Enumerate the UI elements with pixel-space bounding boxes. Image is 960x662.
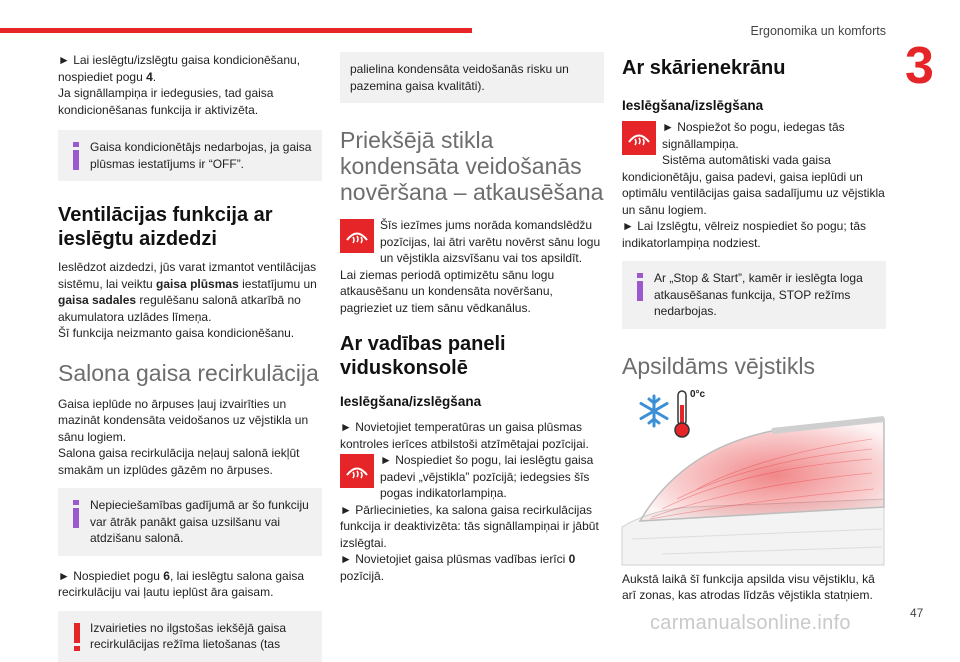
temperature-label: 0°c [690,388,706,400]
paragraph-recirc-2: Salona gaisa recirkulācija neļauj salonā iekļūt smakām un izplūdes gāzēm no ārpuses. [58,446,300,477]
vent-text-bold-b: gaisa sadales [58,293,137,307]
warning-note-continued [340,52,604,103]
thermometer-icon [672,389,692,444]
chapter-number: 3 [905,37,934,95]
paragraph-recirc-1: Gaisa ieplūde no ārpuses ļauj izvairīties un mazināt kondensāta veidošanos uz vējstikla un sānu logiem. [58,396,309,444]
info-note-ac-off [58,130,322,181]
heading-ventilation: Ventilācijas funkcija ar ieslēgtu aizdedzi [58,204,273,250]
defrost-front-icon [622,121,656,155]
subheading-on-off-touch: Ieslēgšana/izslēgšana [622,98,764,113]
page-number: 47 [910,606,924,620]
ac-button-number: 4 [146,69,153,84]
paragraph-console-3: ► Pārliecinieties, ka salona gaisa recirkulācijas funkcija ir deaktivizēta: tās signāllampiņai ir jābūt izslēgtai. [340,502,599,550]
watermark-text: carmanualsonline.info [650,612,851,634]
paragraph-console-4 [340,551,604,584]
heading-heated-windshield: Apsildāms vējstikls [622,352,815,379]
paragraph-ventilation-note: Šī funkcija neizmanto gaisa kondicionēšanu. [58,326,295,340]
vent-text-c: iestatījumu un [238,276,317,291]
paragraph-heated-windshield: Aukstā laikā šī funkcija apsilda visu vējstiklu, kā arī zonas, kas atrodas līdzās vējstikla statņiem. [622,571,875,602]
console-p4-text-c: pozīcijā. [340,568,385,583]
recirc-btn-text-a: ► Nospiediet pogu [58,568,164,583]
ac-toggle-text: ► Lai ieslēgtu/izslēgtu gaisa kondicionēšanu, nospiediet pogu [58,53,301,84]
paragraph-console-2: ► Nospiediet šo pogu, lai ieslēgtu gaisa padevi „vējstikla” pozīcijā; iedegsies šīs pogas indikatorlampiņa. [380,453,594,500]
defrost-front-icon [340,219,374,253]
column-2 [340,52,604,584]
info-icon [69,140,83,174]
info-note-stop-start [622,261,886,329]
paragraph-touch-2: Sistēma automātiski vada gaisa kondicionētāju, gaisa padevi, gaisa ieplūdi un optimālu ventilācijas gaisa sadalījumu uz vējstikla un sānu logiem. [622,153,885,217]
vent-text-bold-a: gaisa plūsmas [156,276,239,291]
airflow-position-number: 0 [568,552,576,566]
paragraph-recirc-button [58,568,322,601]
recirc-button-number: 6 [163,568,170,583]
heading-front-defrost: Priekšējā stikla kondensāta veidošanās novēršana – atkausēšana [340,127,604,205]
snowflake-icon [636,393,672,434]
heading-touchscreen: Ar skārienekrānu [622,57,786,79]
top-accent-bar [0,28,472,33]
vent-text-a: Ieslēdzot aizdedzi, jūs varat izmantot ventilācijas sistēmu, lai veiktu [58,260,317,291]
info-icon [633,271,647,305]
console-p4-text-a: ► Novietojiet gaisa plūsmas vadības ierīci [340,552,569,566]
paragraph-touch-1: ► Nospiežot šo pogu, iedegas tās signāllampiņa. [662,120,845,151]
column-3 [622,52,886,604]
paragraph-ac-indicator: Ja signāllampiņa ir iedegusies, tad gaisa kondicionēšanas funkcija ir aktivizēta. [58,86,274,117]
paragraph-front-1: Šīs iezīmes jums norāda komandslēdžu pozīcijas, lai ātri varētu novērst sānu logu un vējstikla aizsvīšanu vai tos apsildīt. [380,218,601,265]
vent-text-e: regulēšanu salonā atkarībā no akumulatora uzlādes līmeņa. [58,293,301,324]
column-1 [58,52,322,662]
console-button-block [340,452,604,502]
front-defrost-block [340,217,604,267]
warning-icon [70,621,84,655]
defrost-front-icon [340,454,374,488]
info-note-text: Nepieciešamības gadījumā ar šo funkciju var ātrāk panākt gaisa uzsilšanu vai atdzišanu salonā. [90,498,309,545]
section-header-title: Ergonomika un komforts [750,24,886,38]
heading-recirculation: Salona gaisa recirkulācija [58,359,319,386]
recirc-btn-text-c: , lai ieslēgtu salona gaisa recirkulāciju vai ļautu ieplūst āra gaisam. [58,568,305,599]
info-note-text: Gaisa kondicionētājs nedarbojas, ja gaisa plūsmas iestatījums ir “OFF”. [90,140,312,171]
info-note-recirc [58,488,322,556]
paragraph-touch-3: ► Lai Izslēgtu, vēlreiz nospiediet šo pogu; tās indikatorlampiņa nodziest. [622,219,867,250]
touch-button-block [622,119,886,152]
subheading-on-off-console: Ieslēgšana/izslēgšana [340,394,482,409]
paragraph-console-1: ► Novietojiet temperatūras un gaisa plūsmas kontroles ierīces atbilstoši atzīmētajai pozīcijai. [340,420,589,451]
info-icon [69,498,83,532]
warning-note-recirc [58,611,322,662]
paragraph-front-2: Lai ziemas periodā optimizētu sānu logu atkausēšanu un kondensāta novēršanu, pagrieziet uz tiem sānu vēdkanālus. [340,267,555,315]
warning-note-text: Izvairieties no ilgstošas iekšējā gaisa recirkulācijas režīma lietošanas (tas [90,620,287,651]
warning-note-cont-text: palielina kondensāta veidošanās risku un pazemina gaisa kvalitāti). [350,62,569,93]
info-note-text: Ar „Stop & Start”, kamēr ir ieslēgta loga atkausēšanas funkcija, STOP režīms nedarbojas. [654,271,863,318]
paragraph-ventilation [58,259,322,325]
heated-windshield-illustration [622,389,886,565]
heading-center-console: Ar vadības paneli viduskonsolē [340,333,506,379]
paragraph-ac-toggle [58,52,322,85]
ac-toggle-period: . [152,69,157,84]
